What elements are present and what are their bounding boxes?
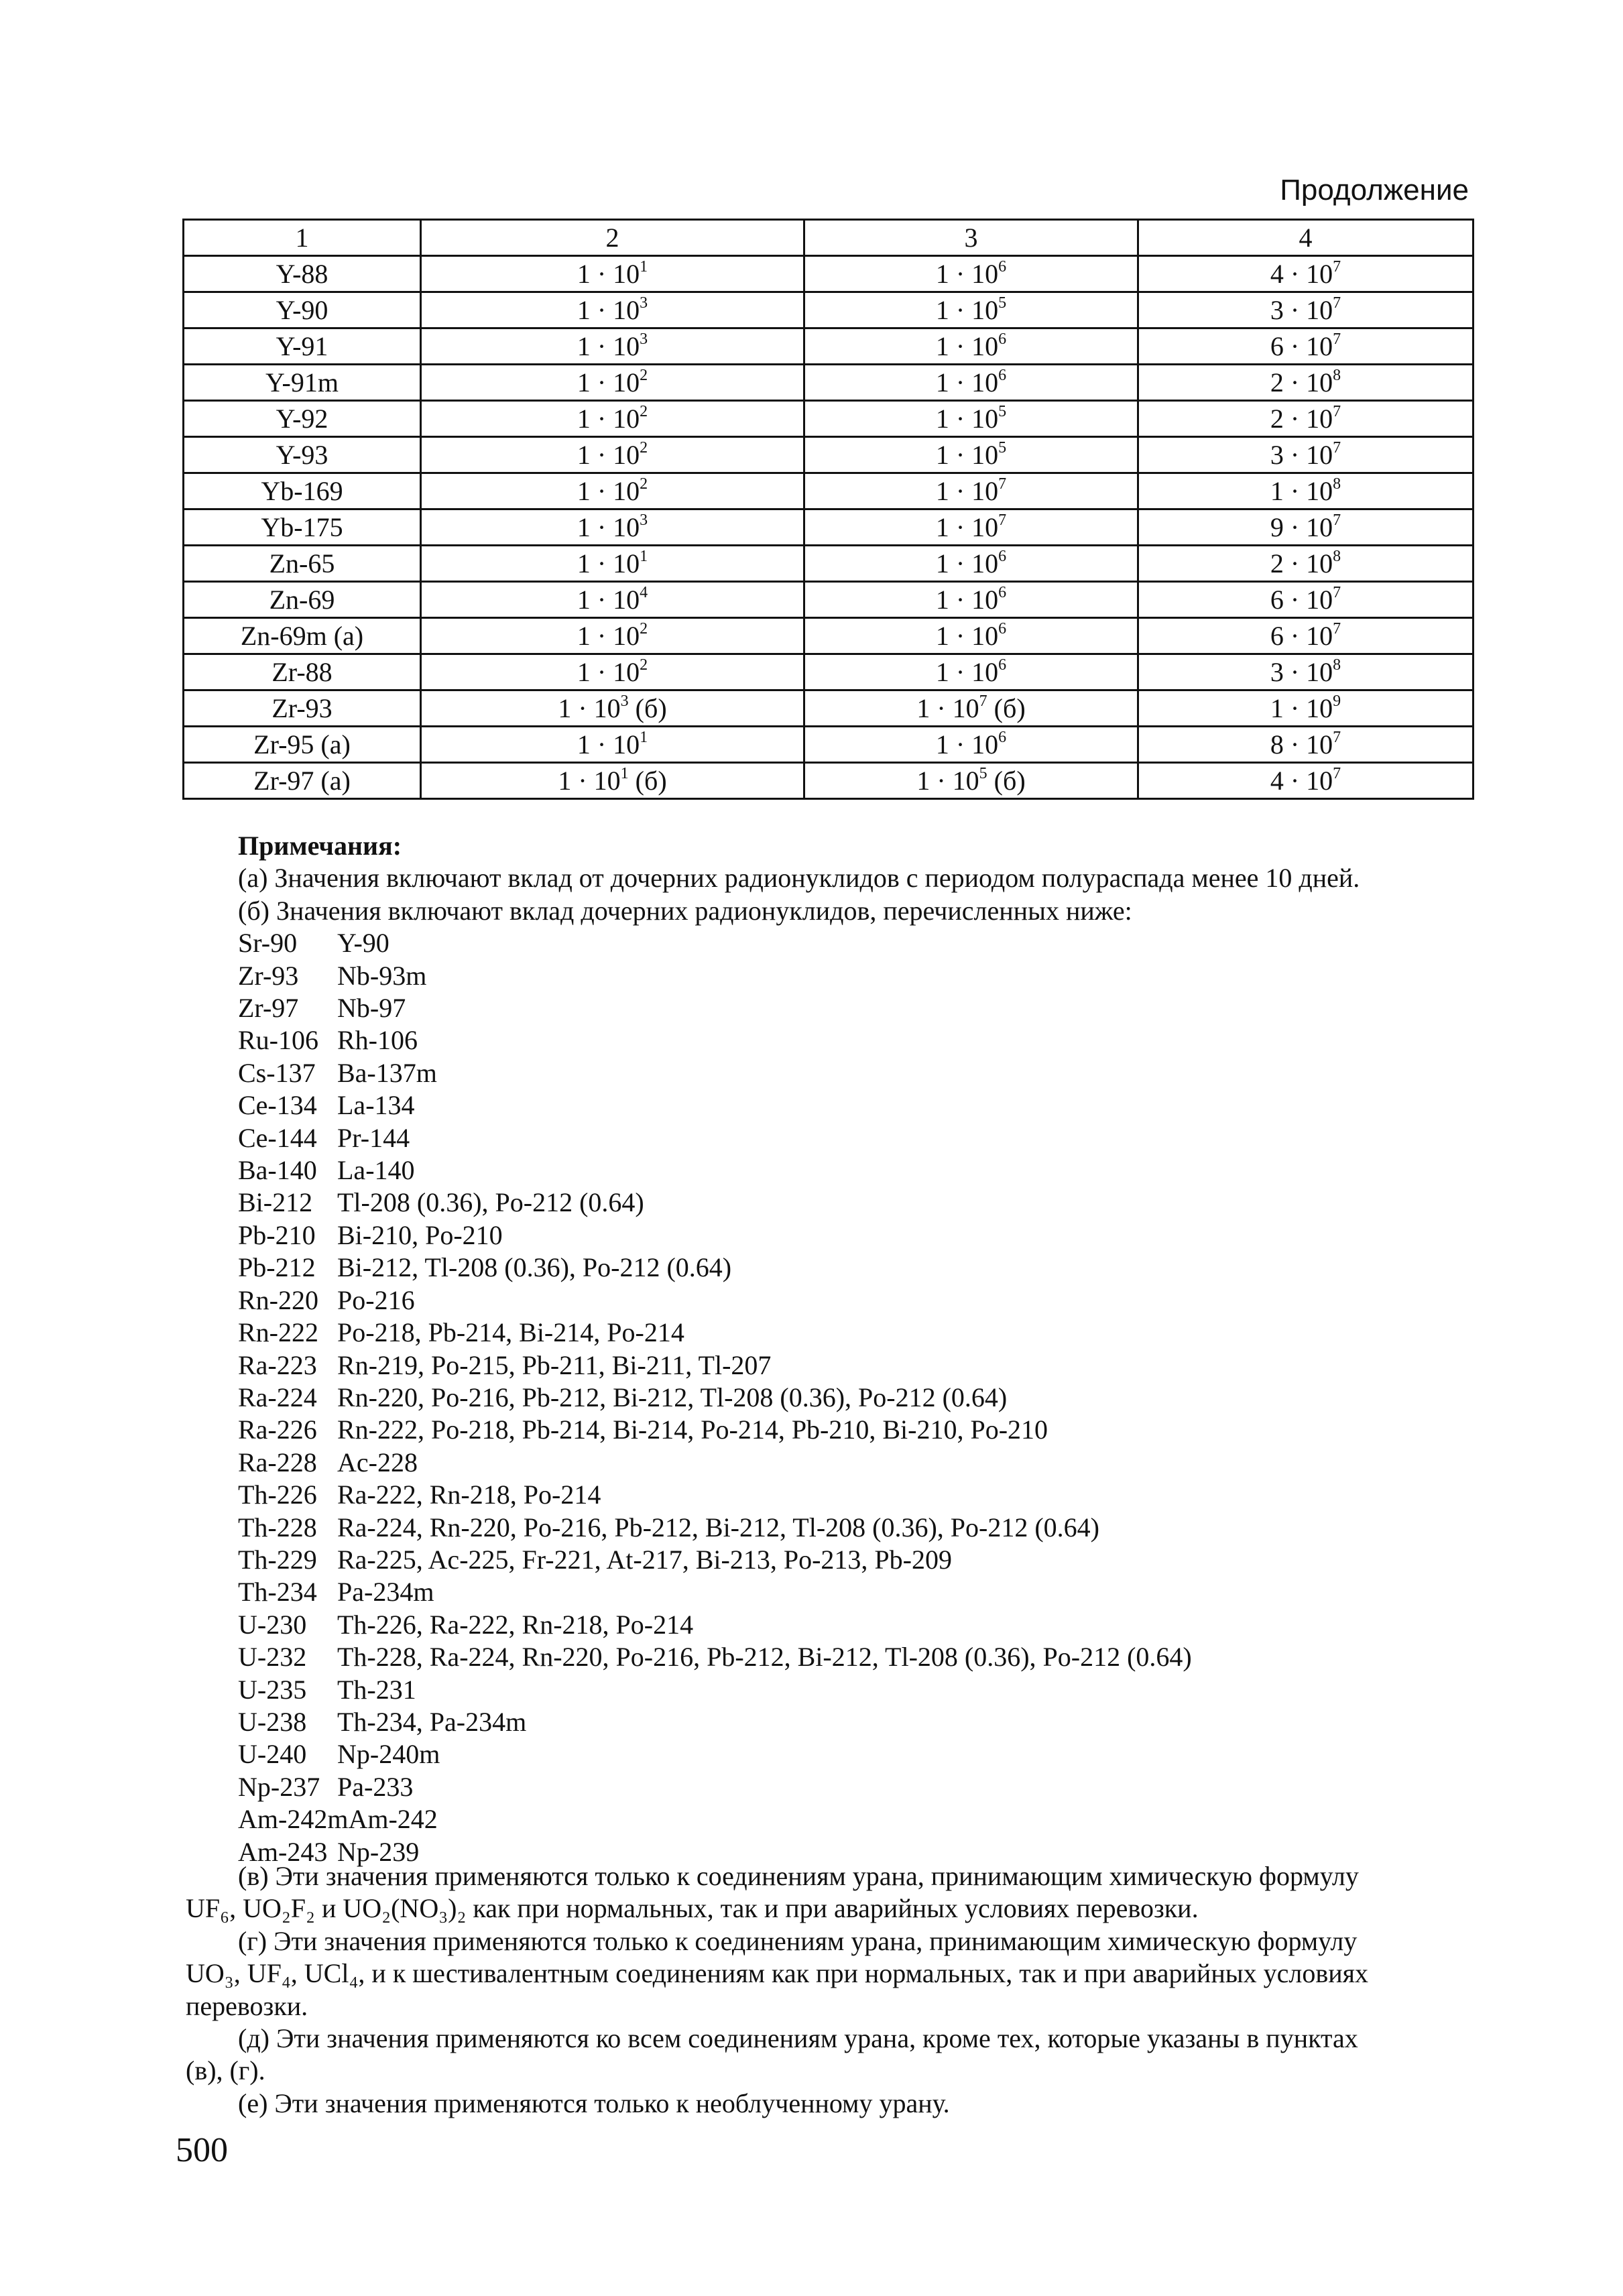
value-cell [1138, 546, 1474, 582]
value-exponent: 6 [998, 656, 1007, 674]
parent-nuclide: Th-228 [238, 1512, 317, 1543]
daughter-nuclides: Tl-208 (0.36), Po-212 (0.64) [337, 1187, 644, 1218]
value-mantissa: 2 · 10 [1270, 548, 1333, 579]
page-number: 500 [176, 2131, 228, 2169]
list-item [238, 1576, 1418, 1608]
parent-nuclide: U-240 [238, 1739, 307, 1770]
value-cell [804, 328, 1138, 365]
value-mantissa: 4 · 10 [1270, 258, 1333, 289]
list-item [238, 1771, 1418, 1803]
value-exponent: 8 [1333, 656, 1341, 674]
daughter-nuclides: Pr-144 [337, 1122, 410, 1153]
value-mantissa: 1 · 10 [577, 475, 640, 506]
note-v-line2: UF₆, UO₂F₂ и UO₂(NO₃)₂ как при нормальных, так и при аварийных условиях перевозки. [186, 1893, 1199, 1924]
note-a: (а) Значения включают вклад от дочерних радионуклидов с периодом полураспада менее 10 дней. [238, 863, 1360, 894]
daughter-nuclides: La-134 [337, 1090, 415, 1121]
daughter-nuclides: Rn-219, Po-215, Pb-211, Bi-211, Tl-207 [337, 1349, 772, 1380]
daughter-nuclides: Bi-210, Po-210 [337, 1219, 503, 1250]
table-row [184, 727, 1474, 763]
value-exponent: 2 [640, 439, 648, 457]
value-exponent: 5 [998, 294, 1007, 312]
list-item [238, 1803, 1418, 1835]
parent-nuclide: Am-242m [238, 1804, 349, 1835]
parent-nuclide: Am-243 [238, 1836, 328, 1867]
parent-nuclide: U-238 [238, 1706, 307, 1737]
nuclide-cell: Zr-95 (a) [184, 727, 421, 763]
value-exponent: 7 [1333, 294, 1341, 312]
parent-nuclide: Rn-222 [238, 1317, 318, 1348]
nuclide-cell: Zn-69 [184, 582, 421, 618]
nuclide-cell: Yb-169 [184, 473, 421, 509]
table-row [184, 546, 1474, 582]
list-item [238, 1414, 1418, 1446]
value-mantissa: 1 · 10 [577, 729, 640, 760]
value-mantissa: 1 · 10 [935, 584, 999, 615]
value-mantissa: 1 · 10 [935, 330, 999, 361]
value-cell [804, 727, 1138, 763]
value-cell [1138, 328, 1474, 365]
value-exponent: 7 [1333, 330, 1341, 349]
parent-nuclide: Rn-220 [238, 1284, 318, 1315]
list-item [238, 1284, 1418, 1317]
daughter-nuclides: Po-218, Pb-214, Bi-214, Po-214 [337, 1317, 684, 1348]
value-exponent: 6 [998, 330, 1007, 349]
list-item [238, 960, 1418, 992]
list-item [238, 1089, 1418, 1122]
value-cell [421, 763, 804, 799]
value-cell [804, 473, 1138, 509]
value-cell [804, 763, 1138, 799]
value-exponent: 6 [998, 729, 1007, 747]
daughter-nuclides: Am-242 [348, 1804, 438, 1835]
list-item [238, 1641, 1418, 1673]
value-mantissa: 1 · 10 [558, 692, 621, 723]
list-item [238, 1738, 1418, 1770]
value-exponent: 3 [620, 692, 629, 711]
value-cell [804, 618, 1138, 654]
parent-nuclide: Cs-137 [238, 1057, 316, 1088]
daughter-nuclides: Th-234, Pa-234m [337, 1706, 527, 1737]
list-item [238, 1674, 1418, 1706]
daughter-nuclides: Bi-212, Tl-208 (0.36), Po-212 (0.64) [337, 1252, 732, 1283]
value-exponent: 2 [640, 367, 648, 385]
value-mantissa: 1 · 10 [577, 620, 640, 651]
parent-nuclide: Zr-93 [238, 960, 299, 991]
header-cell: 4 [1138, 220, 1474, 256]
value-cell [804, 546, 1138, 582]
value-exponent: 9 [1333, 692, 1341, 711]
value-cell [1138, 690, 1474, 727]
value-cell [421, 727, 804, 763]
list-item [238, 1187, 1418, 1219]
value-mantissa: 1 · 10 [577, 258, 640, 289]
value-mantissa: 1 · 10 [916, 692, 979, 723]
value-mantissa: 1 · 10 [935, 367, 999, 398]
table-row [184, 292, 1474, 328]
value-cell [421, 654, 804, 690]
value-exponent: 7 [1333, 258, 1341, 276]
value-cell [421, 437, 804, 473]
parent-nuclide: U-230 [238, 1609, 307, 1640]
value-exponent: 7 [998, 511, 1007, 530]
activity-table-body [184, 220, 1474, 799]
parent-nuclide: Bi-212 [238, 1187, 313, 1218]
value-cell [421, 292, 804, 328]
table-row [184, 763, 1474, 799]
value-exponent: 8 [1333, 548, 1341, 566]
parent-nuclide: U-232 [238, 1642, 307, 1673]
value-cell [421, 473, 804, 509]
list-item [238, 1154, 1418, 1187]
value-mantissa: 1 · 10 [577, 367, 640, 398]
value-mantissa: 1 · 10 [935, 403, 999, 434]
list-item [238, 1609, 1418, 1641]
header-cell: 3 [804, 220, 1138, 256]
daughter-nuclides: Y-90 [337, 928, 389, 959]
list-item [238, 1317, 1418, 1349]
value-exponent: 2 [640, 620, 648, 638]
nuclide-cell: Y-91m [184, 365, 421, 401]
daughter-nuclides: Th-228, Ra-224, Rn-220, Po-216, Pb-212, Bi-212, Tl-208 (0.36), Po-212 (0.64) [337, 1642, 1192, 1673]
value-note: (б) [628, 765, 667, 796]
parent-nuclide: Th-226 [238, 1479, 317, 1510]
value-cell [1138, 582, 1474, 618]
value-cell [804, 509, 1138, 546]
value-mantissa: 3 · 10 [1270, 294, 1333, 325]
value-mantissa: 1 · 10 [577, 403, 640, 434]
note-g-line1: (г) Эти значения применяются только к соединениям урана, принимающим химическую формулу [238, 1925, 1358, 1956]
value-cell [804, 437, 1138, 473]
nuclide-cell: Y-90 [184, 292, 421, 328]
value-mantissa: 1 · 10 [916, 765, 979, 796]
value-cell [421, 690, 804, 727]
value-cell [804, 365, 1138, 401]
value-exponent: 6 [998, 367, 1007, 385]
daughter-nuclides: Np-240m [337, 1739, 440, 1770]
list-item [238, 1512, 1418, 1544]
value-exponent: 8 [1333, 475, 1341, 493]
value-mantissa: 1 · 10 [577, 584, 640, 615]
value-cell [1138, 509, 1474, 546]
value-mantissa: 6 · 10 [1270, 620, 1333, 651]
table-row [184, 582, 1474, 618]
daughter-nuclides: Ra-222, Rn-218, Po-214 [337, 1479, 601, 1510]
value-exponent: 3 [640, 511, 648, 530]
note-v-line1: (в) Эти значения применяются только к соединениям урана, принимающим химическую формулу [238, 1861, 1359, 1891]
note-e: (е) Эти значения применяются только к необлученному урану. [238, 2088, 950, 2118]
value-mantissa: 1 · 10 [577, 330, 640, 361]
value-exponent: 7 [1333, 511, 1341, 530]
daughter-nuclides: Th-226, Ra-222, Rn-218, Po-214 [337, 1609, 694, 1640]
list-item [238, 1349, 1418, 1382]
daughter-nuclides: Nb-97 [337, 993, 406, 1024]
value-cell [421, 546, 804, 582]
value-cell [1138, 292, 1474, 328]
list-item [238, 1057, 1418, 1089]
value-mantissa: 3 · 10 [1270, 439, 1333, 470]
parent-nuclide: Zr-97 [238, 993, 299, 1024]
nuclide-cell: Y-92 [184, 401, 421, 437]
value-exponent: 3 [640, 294, 648, 312]
value-exponent: 2 [640, 475, 648, 493]
parent-nuclide: Th-229 [238, 1544, 317, 1575]
notes-section [238, 830, 1418, 1868]
header-cell: 1 [184, 220, 421, 256]
value-mantissa: 1 · 10 [577, 548, 640, 579]
value-cell [421, 365, 804, 401]
daughter-nuclides: Nb-93m [337, 960, 427, 991]
value-exponent: 7 [979, 692, 987, 711]
value-mantissa: 1 · 10 [935, 475, 999, 506]
daughter-nuclides: Rn-220, Po-216, Pb-212, Bi-212, Tl-208 (0.36), Po-212 (0.64) [337, 1382, 1008, 1412]
value-mantissa: 8 · 10 [1270, 729, 1333, 760]
value-mantissa: 1 · 10 [935, 511, 999, 542]
value-cell [804, 401, 1138, 437]
daughter-nuclides: Th-231 [337, 1674, 416, 1705]
parent-nuclide: Np-237 [238, 1771, 320, 1802]
list-item [238, 1544, 1418, 1576]
table-row [184, 690, 1474, 727]
value-mantissa: 1 · 10 [558, 765, 621, 796]
nuclide-cell: Y-93 [184, 437, 421, 473]
daughter-nuclides: La-140 [337, 1155, 415, 1186]
value-exponent: 5 [979, 765, 987, 783]
nuclide-cell: Y-91 [184, 328, 421, 365]
parent-nuclide: Ra-224 [238, 1382, 317, 1412]
value-exponent: 1 [640, 729, 648, 747]
value-cell [1138, 654, 1474, 690]
note-d-line2: (в), (г). [186, 2055, 265, 2086]
value-exponent: 8 [1333, 367, 1341, 385]
value-cell [1138, 618, 1474, 654]
value-exponent: 6 [998, 548, 1007, 566]
value-mantissa: 2 · 10 [1270, 403, 1333, 434]
value-exponent: 7 [1333, 620, 1341, 638]
value-mantissa: 1 · 10 [1270, 692, 1333, 723]
value-exponent: 7 [1333, 439, 1341, 457]
nuclide-cell: Zr-88 [184, 654, 421, 690]
value-cell [1138, 727, 1474, 763]
value-mantissa: 1 · 10 [935, 439, 999, 470]
parent-nuclide: Ce-134 [238, 1090, 317, 1121]
parent-nuclide: Ru-106 [238, 1025, 318, 1056]
daughter-nuclides: Ac-228 [337, 1447, 418, 1477]
daughter-nuclides: Pa-234m [337, 1577, 434, 1608]
daughter-nuclides: Ba-137m [337, 1057, 437, 1088]
daughter-list [238, 927, 1418, 1868]
value-exponent: 1 [640, 548, 648, 566]
value-exponent: 7 [1333, 765, 1341, 783]
value-exponent: 6 [998, 584, 1007, 602]
value-exponent: 7 [998, 475, 1007, 493]
parent-nuclide: Pb-212 [238, 1252, 316, 1283]
value-exponent: 7 [1333, 584, 1341, 602]
list-item [238, 1479, 1418, 1511]
value-exponent: 2 [640, 403, 648, 421]
value-mantissa: 1 · 10 [1270, 475, 1333, 506]
value-cell [804, 582, 1138, 618]
value-cell [804, 256, 1138, 292]
list-item [238, 1024, 1418, 1056]
table-row [184, 401, 1474, 437]
note-g-line2: UO₃, UF₄, UCl₄, и к шестивалентным соединениям как при нормальных, так и при аварийных условиях [186, 1958, 1369, 1989]
value-cell [1138, 256, 1474, 292]
value-exponent: 6 [998, 258, 1007, 276]
list-item [238, 1447, 1418, 1479]
list-item [238, 1219, 1418, 1252]
notes-continued [186, 1860, 1471, 2120]
continuation-label: Продолжение [1280, 174, 1469, 206]
value-cell [1138, 401, 1474, 437]
note-g-line3: перевозки. [186, 1990, 308, 2021]
value-cell [1138, 437, 1474, 473]
parent-nuclide: U-235 [238, 1674, 307, 1705]
value-cell [804, 292, 1138, 328]
table-row [184, 654, 1474, 690]
nuclide-cell: Zr-97 (a) [184, 763, 421, 799]
parent-nuclide: Pb-210 [238, 1219, 316, 1250]
table-row [184, 256, 1474, 292]
list-item [238, 1252, 1418, 1284]
table-header-row [184, 220, 1474, 256]
value-note: (б) [628, 692, 667, 723]
value-cell [421, 618, 804, 654]
parent-nuclide: Ce-144 [238, 1122, 317, 1153]
table-row [184, 618, 1474, 654]
value-mantissa: 1 · 10 [935, 620, 999, 651]
value-exponent: 5 [998, 403, 1007, 421]
value-note: (б) [987, 692, 1026, 723]
daughter-nuclides: Pa-233 [337, 1771, 414, 1802]
nuclide-cell: Zr-93 [184, 690, 421, 727]
value-cell [421, 509, 804, 546]
value-cell [1138, 763, 1474, 799]
value-exponent: 7 [1333, 729, 1341, 747]
note-b: (б) Значения включают вклад дочерних радионуклидов, перечисленных ниже: [238, 895, 1132, 926]
value-mantissa: 1 · 10 [577, 294, 640, 325]
value-cell [421, 582, 804, 618]
value-mantissa: 6 · 10 [1270, 584, 1333, 615]
parent-nuclide: Ra-228 [238, 1447, 317, 1477]
nuclide-cell: Yb-175 [184, 509, 421, 546]
parent-nuclide: Ra-223 [238, 1349, 317, 1380]
parent-nuclide: Sr-90 [238, 928, 298, 959]
list-item [238, 992, 1418, 1024]
note-d-line1: (д) Эти значения применяются ко всем соединениям урана, кроме тех, которые указаны в пунктах [238, 2023, 1358, 2054]
value-mantissa: 3 · 10 [1270, 656, 1333, 687]
value-mantissa: 1 · 10 [935, 548, 999, 579]
notes-title: Примечания: [238, 831, 402, 861]
value-exponent: 1 [640, 258, 648, 276]
value-exponent: 1 [620, 765, 629, 783]
value-mantissa: 1 · 10 [935, 656, 999, 687]
list-item [238, 927, 1418, 959]
value-exponent: 4 [640, 584, 648, 602]
value-cell [421, 401, 804, 437]
nuclide-cell: Y-88 [184, 256, 421, 292]
value-mantissa: 1 · 10 [935, 294, 999, 325]
value-note: (б) [987, 765, 1026, 796]
value-exponent: 3 [640, 330, 648, 349]
value-mantissa: 1 · 10 [577, 439, 640, 470]
value-exponent: 2 [640, 656, 648, 674]
list-item [238, 1382, 1418, 1414]
table-row [184, 473, 1474, 509]
table-row [184, 509, 1474, 546]
daughter-nuclides: Ra-225, Ac-225, Fr-221, At-217, Bi-213, Po-213, Pb-209 [337, 1544, 952, 1575]
parent-nuclide: Ra-226 [238, 1414, 317, 1445]
activity-table [182, 219, 1474, 800]
daughter-nuclides: Po-216 [337, 1284, 415, 1315]
list-item [238, 1706, 1418, 1738]
value-mantissa: 1 · 10 [935, 258, 999, 289]
nuclide-cell: Zn-69m (a) [184, 618, 421, 654]
value-mantissa: 1 · 10 [935, 729, 999, 760]
table-row [184, 365, 1474, 401]
value-mantissa: 1 · 10 [577, 656, 640, 687]
value-mantissa: 1 · 10 [577, 511, 640, 542]
value-mantissa: 2 · 10 [1270, 367, 1333, 398]
value-cell [421, 328, 804, 365]
nuclide-cell: Zn-65 [184, 546, 421, 582]
daughter-nuclides: Rn-222, Po-218, Pb-214, Bi-214, Po-214, Pb-210, Bi-210, Po-210 [337, 1414, 1048, 1445]
daughter-nuclides: Rh-106 [337, 1025, 418, 1056]
value-mantissa: 9 · 10 [1270, 511, 1333, 542]
daughter-nuclides: Ra-224, Rn-220, Po-216, Pb-212, Bi-212, Tl-208 (0.36), Po-212 (0.64) [337, 1512, 1099, 1543]
value-exponent: 6 [998, 620, 1007, 638]
table-row [184, 437, 1474, 473]
value-mantissa: 4 · 10 [1270, 765, 1333, 796]
value-exponent: 5 [998, 439, 1007, 457]
parent-nuclide: Th-234 [238, 1577, 317, 1608]
value-cell [1138, 365, 1474, 401]
value-exponent: 7 [1333, 403, 1341, 421]
value-cell [804, 690, 1138, 727]
daughter-nuclides: Np-239 [337, 1836, 420, 1867]
parent-nuclide: Ba-140 [238, 1155, 317, 1186]
value-cell [421, 256, 804, 292]
list-item [238, 1122, 1418, 1154]
header-cell: 2 [421, 220, 804, 256]
value-cell [1138, 473, 1474, 509]
value-mantissa: 6 · 10 [1270, 330, 1333, 361]
table-row [184, 328, 1474, 365]
value-cell [804, 654, 1138, 690]
